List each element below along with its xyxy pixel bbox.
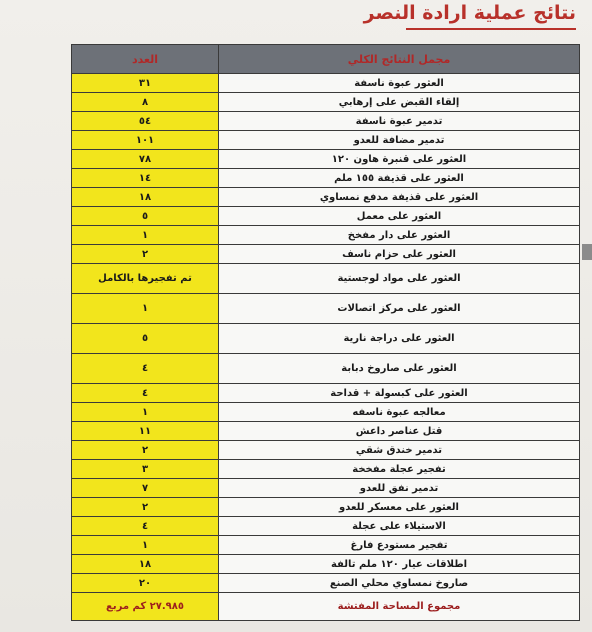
row-desc: العثور على معسكر للعدو — [219, 498, 580, 517]
header-desc: مجمل النتائج الكلي — [219, 45, 580, 74]
total-label: مجموع المساحة المفتشة — [219, 593, 580, 621]
document-title: نتائج عملية ارادة النصر — [363, 2, 576, 24]
row-count: ١٨ — [72, 188, 219, 207]
table-row — [72, 131, 580, 150]
row-count: ١ — [72, 403, 219, 422]
row-count: ١ — [72, 536, 219, 555]
table-body — [72, 74, 580, 593]
table-row — [72, 226, 580, 245]
header-count: العدد — [72, 45, 219, 74]
row-desc: العثور على قنبرة هاون ١٢٠ — [219, 150, 580, 169]
row-count: ٧٨ — [72, 150, 219, 169]
row-count: ١ — [72, 226, 219, 245]
table-row — [72, 324, 580, 354]
row-count: ٤ — [72, 517, 219, 536]
row-desc: العثور على حزام ناسف — [219, 245, 580, 264]
table-row — [72, 74, 580, 93]
table-row — [72, 264, 580, 294]
title-underline — [406, 28, 576, 30]
row-desc: العثور على مركز اتصالات — [219, 294, 580, 324]
row-count: ٢ — [72, 245, 219, 264]
row-desc: إلقاء القبض على إرهابي — [219, 93, 580, 112]
table-row — [72, 460, 580, 479]
table-header-row — [72, 45, 580, 74]
table-row — [72, 245, 580, 264]
row-desc: تدمير خندق شقي — [219, 441, 580, 460]
row-count: ١١ — [72, 422, 219, 441]
row-desc: قتل عناصر داعش — [219, 422, 580, 441]
table-row — [72, 555, 580, 574]
row-count: ٥٤ — [72, 112, 219, 131]
table-row — [72, 574, 580, 593]
row-count: ٣١ — [72, 74, 219, 93]
table-row — [72, 354, 580, 384]
table-row — [72, 112, 580, 131]
row-desc: العثور على دراجة نارية — [219, 324, 580, 354]
row-desc: العثور على كبسولة + قداحة — [219, 384, 580, 403]
row-count: ٢٠ — [72, 574, 219, 593]
table-row — [72, 536, 580, 555]
row-count: ١٨ — [72, 555, 219, 574]
table-row — [72, 294, 580, 324]
row-desc: العثور على مواد لوجستية — [219, 264, 580, 294]
row-count: تم تفجيرها بالكامل — [72, 264, 219, 294]
table-row — [72, 384, 580, 403]
row-desc: معالجه عبوة ناسفه — [219, 403, 580, 422]
row-desc: تدمير عبوة ناسفة — [219, 112, 580, 131]
row-count: ١٤ — [72, 169, 219, 188]
row-desc: تدمير نفق للعدو — [219, 479, 580, 498]
row-count: ٢ — [72, 498, 219, 517]
row-count: ٥ — [72, 207, 219, 226]
row-count: ٥ — [72, 324, 219, 354]
row-count: ٤ — [72, 354, 219, 384]
row-count: ٣ — [72, 460, 219, 479]
row-count: ١٠١ — [72, 131, 219, 150]
row-desc: العثور على صاروخ دبابة — [219, 354, 580, 384]
row-count: ٢ — [72, 441, 219, 460]
row-desc: تدمير مضافة للعدو — [219, 131, 580, 150]
row-desc: الاستيلاء على عجلة — [219, 517, 580, 536]
row-count: ١ — [72, 294, 219, 324]
row-desc: العثور عبوة ناسفة — [219, 74, 580, 93]
row-desc: اطلاقات عيار ١٢٠ ملم تالفة — [219, 555, 580, 574]
row-desc: العثور على معمل — [219, 207, 580, 226]
table-row — [72, 93, 580, 112]
table-row — [72, 422, 580, 441]
table-row — [72, 517, 580, 536]
row-count: ٨ — [72, 93, 219, 112]
table-row — [72, 441, 580, 460]
table-row — [72, 498, 580, 517]
row-desc: العثور على قذيفة مدفع نمساوي — [219, 188, 580, 207]
table-row — [72, 479, 580, 498]
row-desc: العثور على قذيفة ١٥٥ ملم — [219, 169, 580, 188]
binder-edge-mark — [582, 244, 592, 260]
row-count: ٤ — [72, 384, 219, 403]
table-row — [72, 150, 580, 169]
total-value: ٢٧.٩٨٥ كم مربع — [72, 593, 219, 621]
table-row — [72, 207, 580, 226]
row-desc: تفجير مستودع فارغ — [219, 536, 580, 555]
total-row — [72, 593, 580, 621]
results-table — [71, 44, 580, 621]
row-desc: العثور على دار مفخخ — [219, 226, 580, 245]
table-row — [72, 403, 580, 422]
row-desc: صاروخ نمساوي محلي الصنع — [219, 574, 580, 593]
table-row — [72, 188, 580, 207]
row-count: ٧ — [72, 479, 219, 498]
table-row — [72, 169, 580, 188]
row-desc: تفجير عجلة مفخخة — [219, 460, 580, 479]
